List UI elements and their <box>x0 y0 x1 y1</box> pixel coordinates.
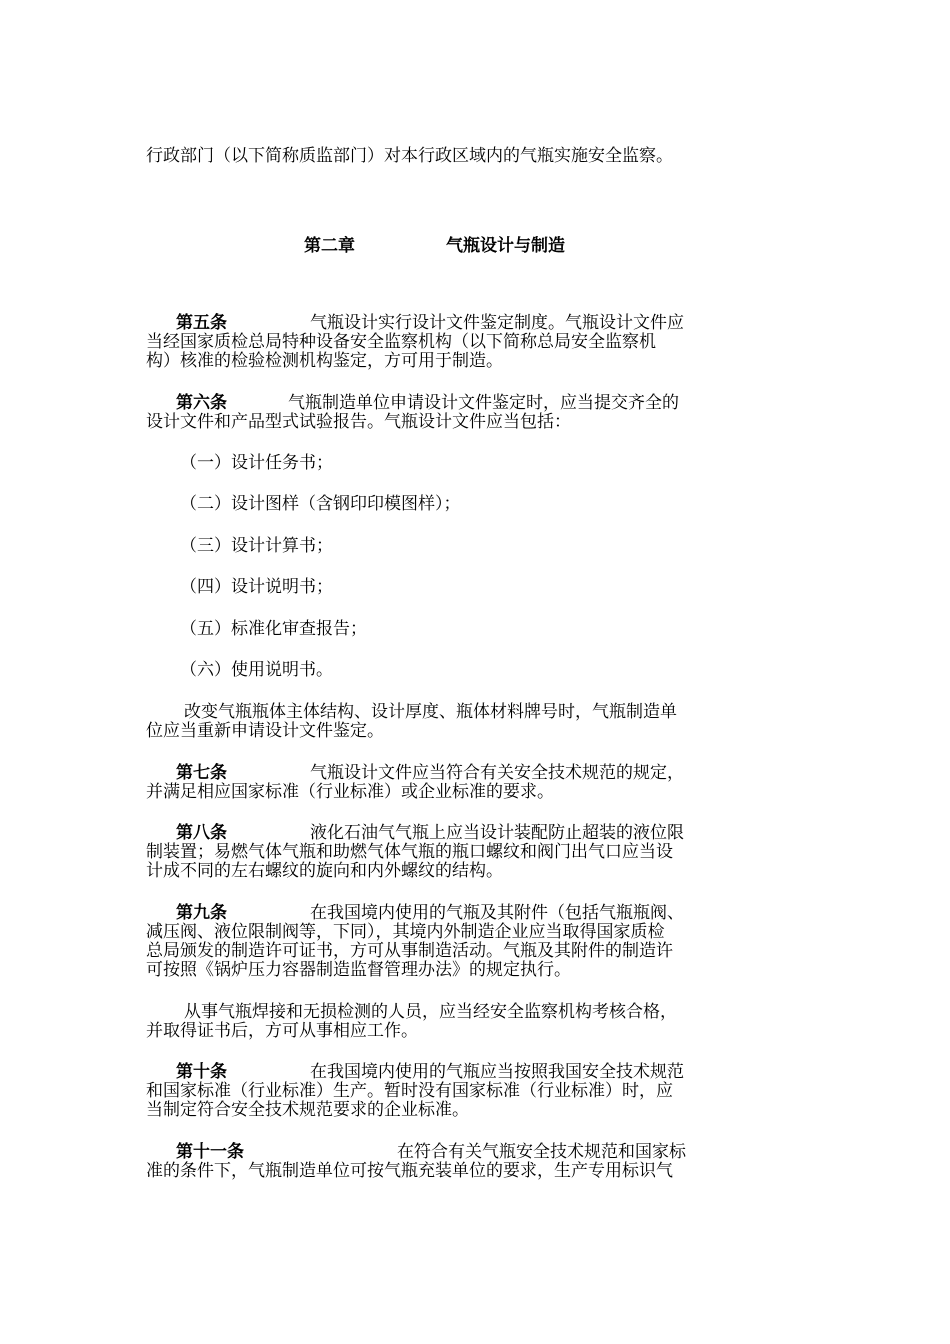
art5-label: 第五条 <box>176 313 227 333</box>
art5-line-2: 当经国家质检总局特种设备安全监察机构（以下简称总局安全监察机 <box>146 332 656 352</box>
art10-line-1: 在我国境内使用的气瓶应当按照我国安全技术规范 <box>310 1062 684 1082</box>
art7-first-line <box>176 764 684 783</box>
art11-line-1: 在符合有关气瓶安全技术规范和国家标 <box>397 1142 686 1162</box>
art9-para2-line-2: 并取得证书后，方可从事相应工作。 <box>146 1021 418 1041</box>
art6-para2-line-1: 改变气瓶瓶体主体结构、设计厚度、瓶体材料牌号时，气瓶制造单 <box>184 702 677 722</box>
intro-tail-line: 行政部门（以下简称质监部门）对本行政区域内的气瓶实施安全监察。 <box>146 146 673 166</box>
art9-line-4: 可按照《锅炉压力容器制造监督管理办法》的规定执行。 <box>146 960 571 980</box>
art7-label: 第七条 <box>176 763 227 783</box>
art6-first-line <box>176 394 679 413</box>
art6-item-6: （六）使用说明书。 <box>180 660 333 680</box>
art10-first-line <box>176 1063 684 1082</box>
art11-first-line <box>176 1143 686 1162</box>
art8-line-3: 计成不同的左右螺纹的旋向和内外螺纹的结构。 <box>146 861 503 881</box>
chapter-number: 第二章 <box>304 236 355 256</box>
art8-label: 第八条 <box>176 823 227 843</box>
art5-first-line <box>176 314 684 333</box>
art9-line-2: 减压阀、液位限制阀等，下同），其境内外制造企业应当取得国家质检 <box>146 922 665 942</box>
art6-para2-line-2: 位应当重新申请设计文件鉴定。 <box>146 721 384 741</box>
art9-first-line <box>176 904 684 923</box>
art6-item-1: （一）设计任务书； <box>180 453 333 473</box>
art8-first-line <box>176 824 684 843</box>
art6-item-5: （五）标准化审查报告； <box>180 619 367 639</box>
art8-line-2: 制装置；易燃气体气瓶和助燃气体气瓶的瓶口螺纹和阀门出气口应当设 <box>146 842 673 862</box>
art9-line-3: 总局颁发的制造许可证书，方可从事制造活动。气瓶及其附件的制造许 <box>146 941 673 961</box>
art7-line-1: 气瓶设计文件应当符合有关安全技术规范的规定， <box>310 763 684 783</box>
art6-line-1: 气瓶制造单位申请设计文件鉴定时，应当提交齐全的 <box>288 393 679 413</box>
art10-label: 第十条 <box>176 1062 227 1082</box>
art6-item-4: （四）设计说明书； <box>180 577 333 597</box>
art8-line-1: 液化石油气气瓶上应当设计装配防止超装的液位限 <box>310 823 684 843</box>
art5-line-3: 构）核准的检验检测机构鉴定，方可用于制造。 <box>146 351 503 371</box>
art11-label: 第十一条 <box>176 1142 244 1162</box>
chapter-title: 气瓶设计与制造 <box>446 236 565 256</box>
art10-line-3: 当制定符合安全技术规范要求的企业标准。 <box>146 1100 469 1120</box>
art6-label: 第六条 <box>176 393 227 413</box>
art9-para2-line-1: 从事气瓶焊接和无损检测的人员，应当经安全监察机构考核合格， <box>184 1002 677 1022</box>
art7-line-2: 并满足相应国家标准（行业标准）或企业标准的要求。 <box>146 782 554 802</box>
art5-line-1: 气瓶设计实行设计文件鉴定制度。气瓶设计文件应 <box>310 313 684 333</box>
art6-item-3: （三）设计计算书； <box>180 536 333 556</box>
art9-line-1: 在我国境内使用的气瓶及其附件（包括气瓶瓶阀、 <box>310 903 684 923</box>
art6-item-2: （二）设计图样（含钢印印模图样）； <box>180 494 461 514</box>
art9-label: 第九条 <box>176 903 227 923</box>
art10-line-2: 和国家标准（行业标准）生产。暂时没有国家标准（行业标准）时，应 <box>146 1081 673 1101</box>
art11-line-2: 准的条件下，气瓶制造单位可按气瓶充装单位的要求，生产专用标识气 <box>146 1161 673 1181</box>
art6-line-2: 设计文件和产品型式试验报告。气瓶设计文件应当包括： <box>146 412 571 432</box>
